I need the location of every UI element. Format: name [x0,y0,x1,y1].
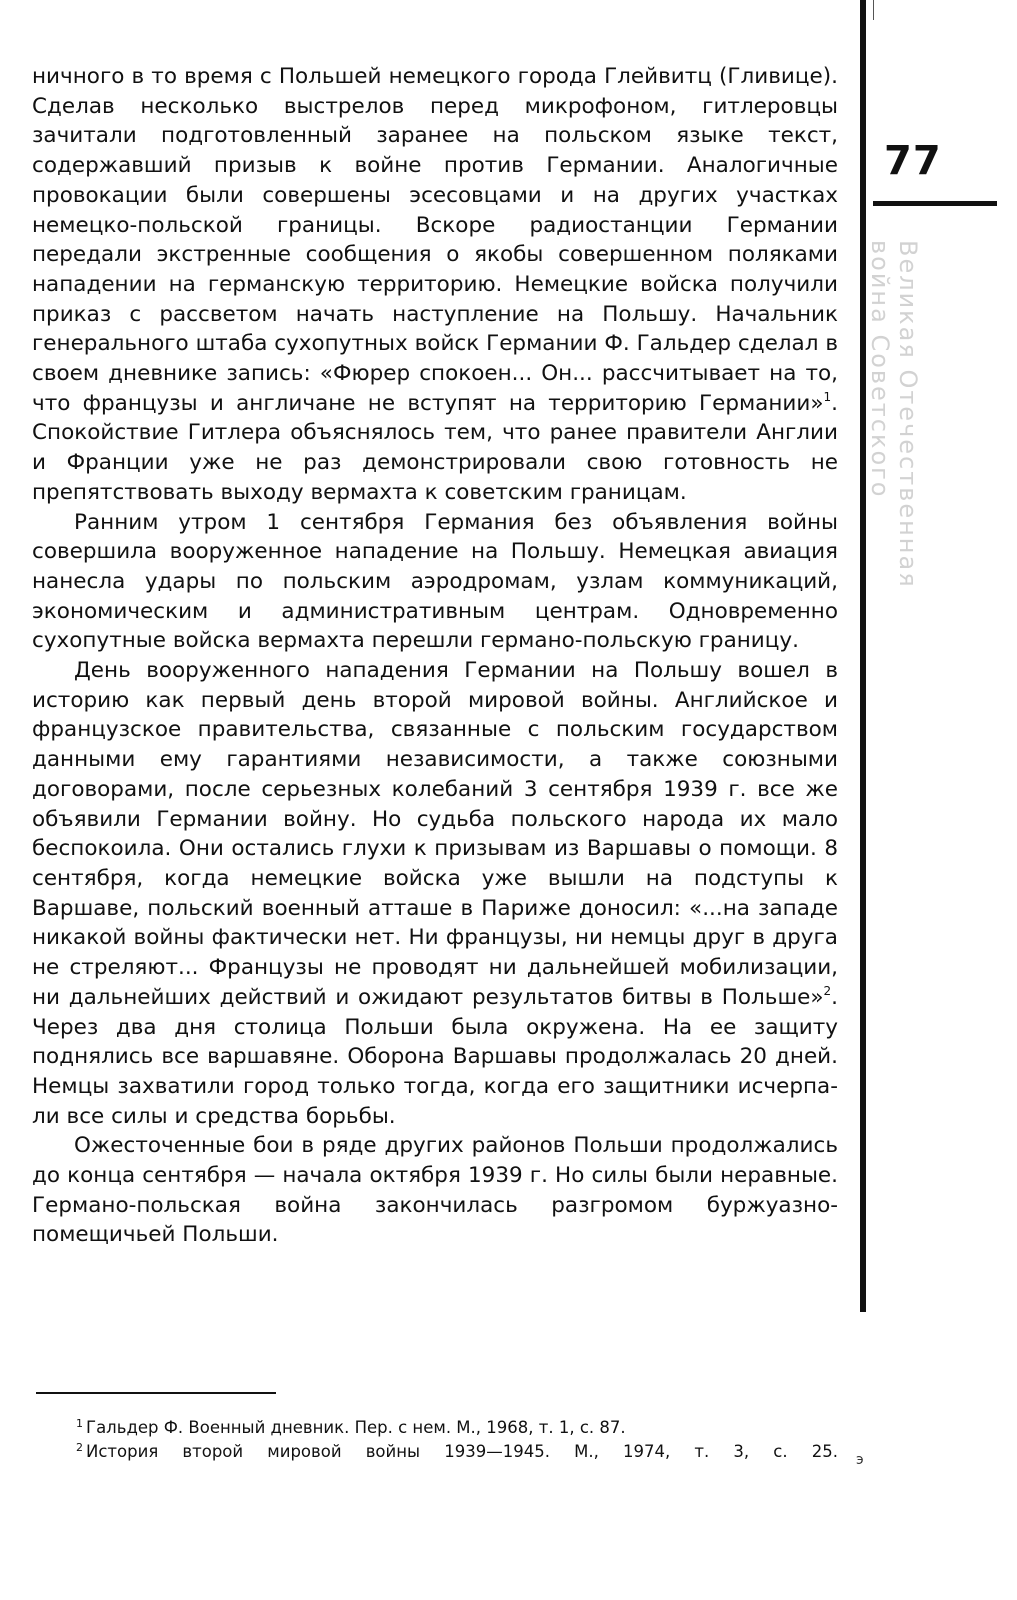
footnote-2-mark: 2 [76,1441,83,1454]
footnote-2 [34,1440,838,1464]
footnote-2-text: История второй мировой войны 1939—1945. М., 1974, т. 3, с. 25. [86,1442,838,1461]
running-title-line-2: война Советского [866,240,894,499]
main-text [32,62,838,1250]
page-number-rule [873,201,997,206]
footnotes [34,1416,838,1464]
paragraph-2 [32,508,838,657]
paragraph-3-text-b: . Через два дня столица Польши была окружена. На ее защиту поднялись все варшавяне. Оборона Варшавы продолжалась 20 дней. Немцы захватили город только тогда, когда его защитники исчерпали все силы и средства борьбы. [32,984,838,1129]
paragraph-1 [32,62,838,508]
paragraph-1-text-a: ничного в то время с Польшей немецкого города Глейвитц (Гливице). Сделав несколько выстрелов перед микрофоном, гитлеровцы зачитали подготовленный заранее на польском языке текст, содержавший призыв к войне против Германии. Аналогичные провокации были совершены эсесовцами и на других участках немецко-польской границы. Вскоре радиостанции Германии передали экстренные сообщения о якобы совершенном поляками нападении на германскую территорию. Немецкие войска получили приказ с рассветом начать наступление на Польшу. Начальник генерального штаба сухопутных войск Германии Ф. Гальдер сделал в своем дневнике запись: «Фюрер спокоен... Он... рассчитывает на то, что французы и англичане не вступят на территорию Германии» [32,64,838,416]
paragraph-3 [32,656,838,1131]
paragraph-3-text-a: День вооруженного нападения Германии на Польшу вошел в историю как первый день второй мировой войны. Английское и французское правительства, связанные с польским государством данными ему гарантиями независимости, а также союзными договорами, после серьезных колебаний 3 сентября 1939 г. все же объявили Германии войну. Но судьба польского народа их мало беспокоила. Они остались глухи к призывам из Варшавы о помощи. 8 сентября, когда немецкие войска уже вышли на подступы к Варшаве, польский военный атташе в Париже доносил: «...на западе никакой войны фактически нет. Ни французы, ни немцы друг в друга не стреляют... Французы не проводят ни дальнейшей мобилизации, ни дальнейших действий и ожидают результатов битвы в Польше» [32,658,838,1010]
footnote-1 [34,1416,838,1440]
margin-thin-rule [873,0,874,20]
running-title-line-1: Великая Отечественная [894,240,922,589]
paragraph-4-text: Ожесточенные бои в ряде других районов Польши продолжались до конца сентября — начала октября 1939 г. Но силы были неравные. Германо-польская война закончилась разгромом буржуазно-помещичьей Польши. [32,1133,838,1248]
footnote-ref-2[interactable]: 2 [823,983,832,998]
running-title-watermark [866,240,922,589]
paragraph-4 [32,1131,838,1250]
margin-vertical-rule [860,0,866,1312]
page-number: 77 [884,138,942,184]
stray-print-mark: э [856,1452,864,1468]
footnote-1-text: Гальдер Ф. Военный дневник. Пер. с нем. М., 1968, т. 1, с. 87. [86,1418,626,1437]
paragraph-2-text: Ранним утром 1 сентября Германия без объявления войны совершила вооруженное нападение на Польшу. Немецкая авиация нанесла удары по польским аэродромам, узлам коммуникаций, экономическим и административным центрам. Одновременно сухопутные войска вермахта перешли германо-польскую границу. [32,509,838,654]
footnote-separator [36,1392,276,1394]
footnote-1-mark: 1 [76,1417,83,1430]
paragraph-1-text-b: . Спокойствие Гитлера объяснялось тем, что ранее правители Англии и Франции уже не раз демонстрировали свою готовность не препятствовать выходу вермахта к советским границам. [32,390,838,505]
footnote-ref-1[interactable]: 1 [823,389,832,404]
